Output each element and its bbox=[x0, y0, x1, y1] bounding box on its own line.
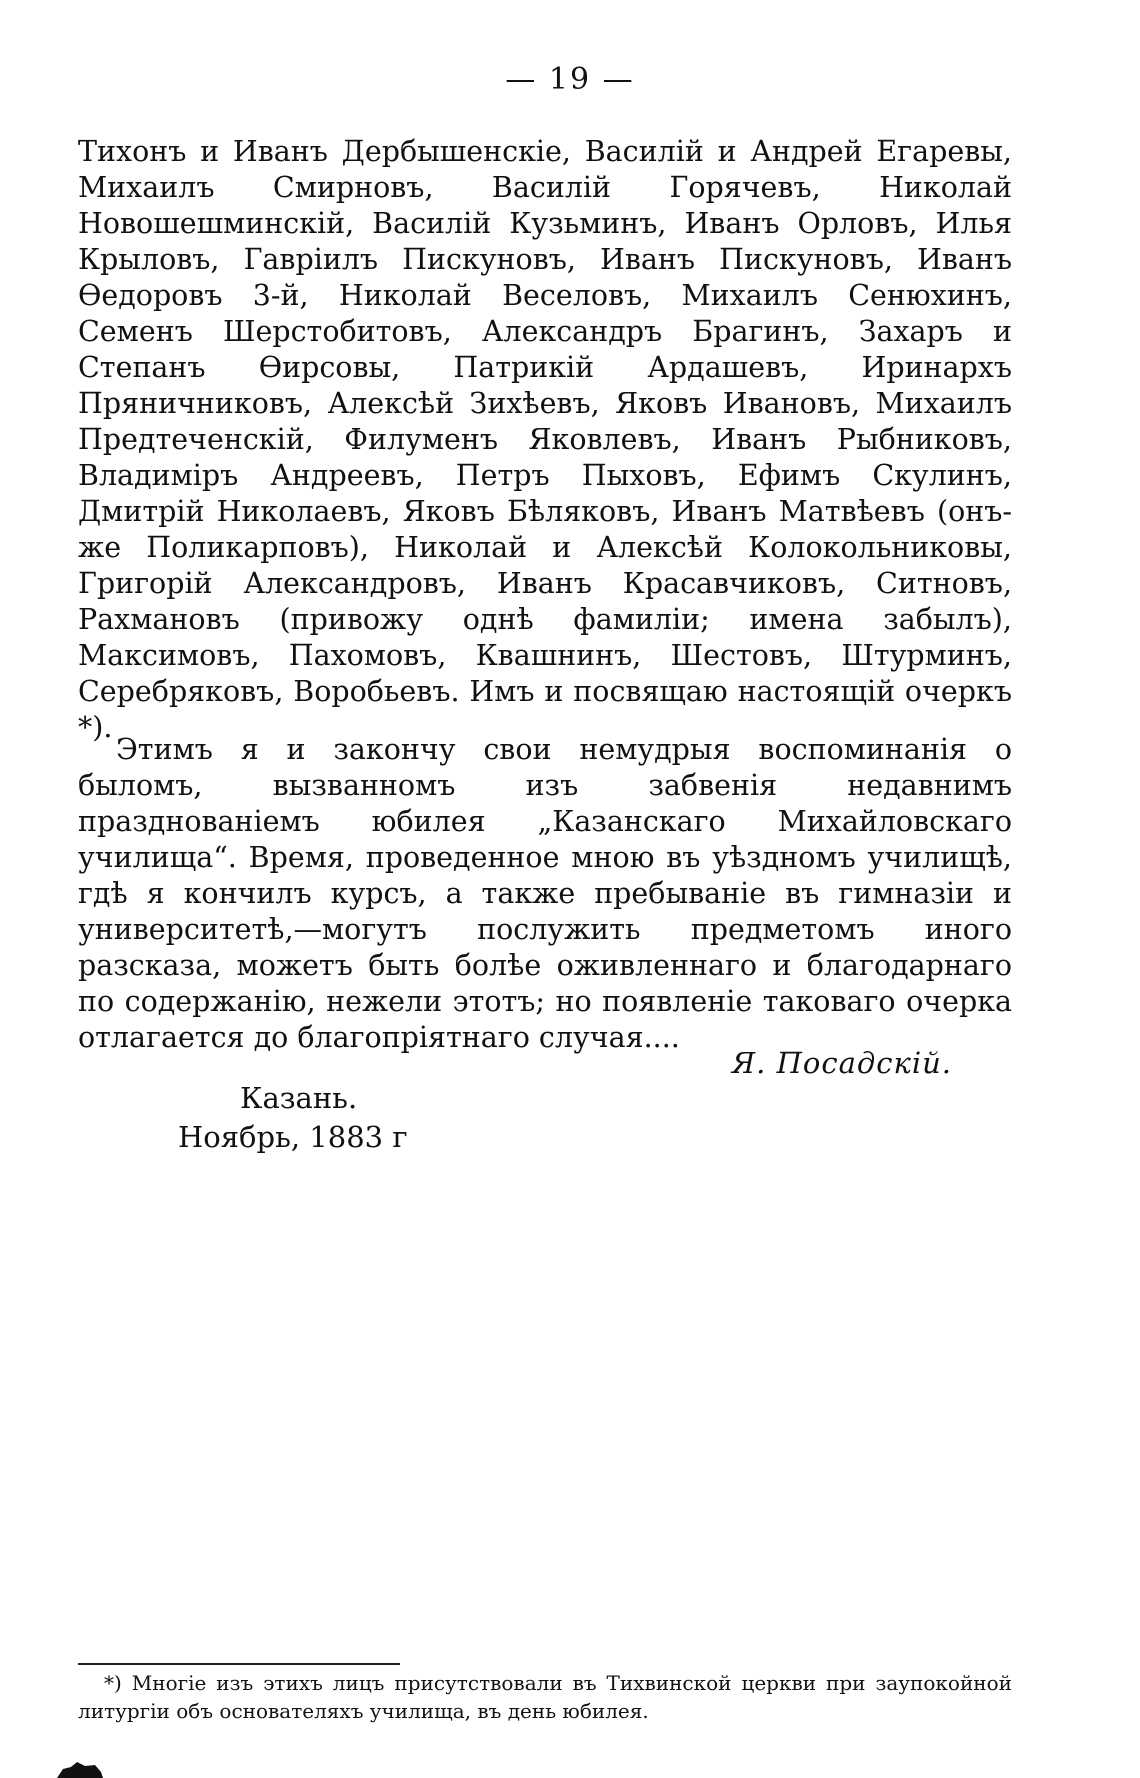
footnote: *) Многіе изъ этихъ лицъ присутствовали въ Тихвинской церкви при заупокойной литургіи объ основателяхъ училища, въ день юбилея. bbox=[78, 1671, 1012, 1723]
date-of-writing: Ноябрь, 1883 г bbox=[178, 1120, 408, 1154]
body-paragraph-conclusion: Этимъ я и закончу свои немудрыя воспоминанія о быломъ, вызванномъ изъ забвенія недавнимъ празднованіемъ юбилея „Казанскаго Михайловскаго училища“. Время, проведенное мною въ уѣздномъ училищѣ, гдѣ я кончилъ курсъ, а также пребываніе въ гимназіи и университетѣ,—могутъ послужить предметомъ иного разсказа, можетъ быть болѣе оживленнаго и благодарнаго по содержанію, нежели этотъ; но появленіе таковаго очерка отлагается до благопріятнаго случая.... bbox=[78, 733, 1012, 1054]
ink-blot-mark bbox=[55, 1760, 103, 1778]
author-signature: Я. Посадскій. bbox=[731, 1046, 952, 1080]
footnote-divider bbox=[78, 1663, 400, 1665]
body-paragraph-names: Тихонъ и Иванъ Дербышенскіе, Василій и Андрей Егаревы, Михаилъ Смирновъ, Василій Горячевъ, Николай Новошешминскій, Василій Кузьминъ, Иванъ Орловъ, Илья Крыловъ, Гавріилъ Пискуновъ, Иванъ Пискуновъ, Иванъ Өедоровъ 3-й, Николай Веселовъ, Михаилъ Сенюхинъ, Семенъ Шерстобитовъ, Александръ Брагинъ, Захаръ и Степанъ Өирсовы, Патрикій Ардашевъ, Иринархъ Пряничниковъ, Алексѣй Зихѣевъ, Яковъ Ивановъ, Михаилъ Предтеченскій, Филуменъ Яковлевъ, Иванъ Рыбниковъ, Владиміръ Андреевъ, Петръ Пыховъ, Ефимъ Скулинъ, Дмитрій Николаевъ, Яковъ Бѣляковъ, Иванъ Матвѣевъ (онъ-же Поликарповъ), Николай и Алексѣй Колокольниковы, Григорій Александровъ, Иванъ Красавчиковъ, Ситновъ, Рахмановъ (привожу однѣ фамиліи; имена забылъ), Максимовъ, Пахомовъ, Квашнинъ, Шестовъ, Штурминъ, Серебряковъ, Воробьевъ. Имъ и посвящаю настоящій очеркъ *). bbox=[78, 135, 1012, 744]
page-number: — 19 — bbox=[505, 62, 635, 97]
place-of-writing: Казань. bbox=[240, 1081, 358, 1115]
